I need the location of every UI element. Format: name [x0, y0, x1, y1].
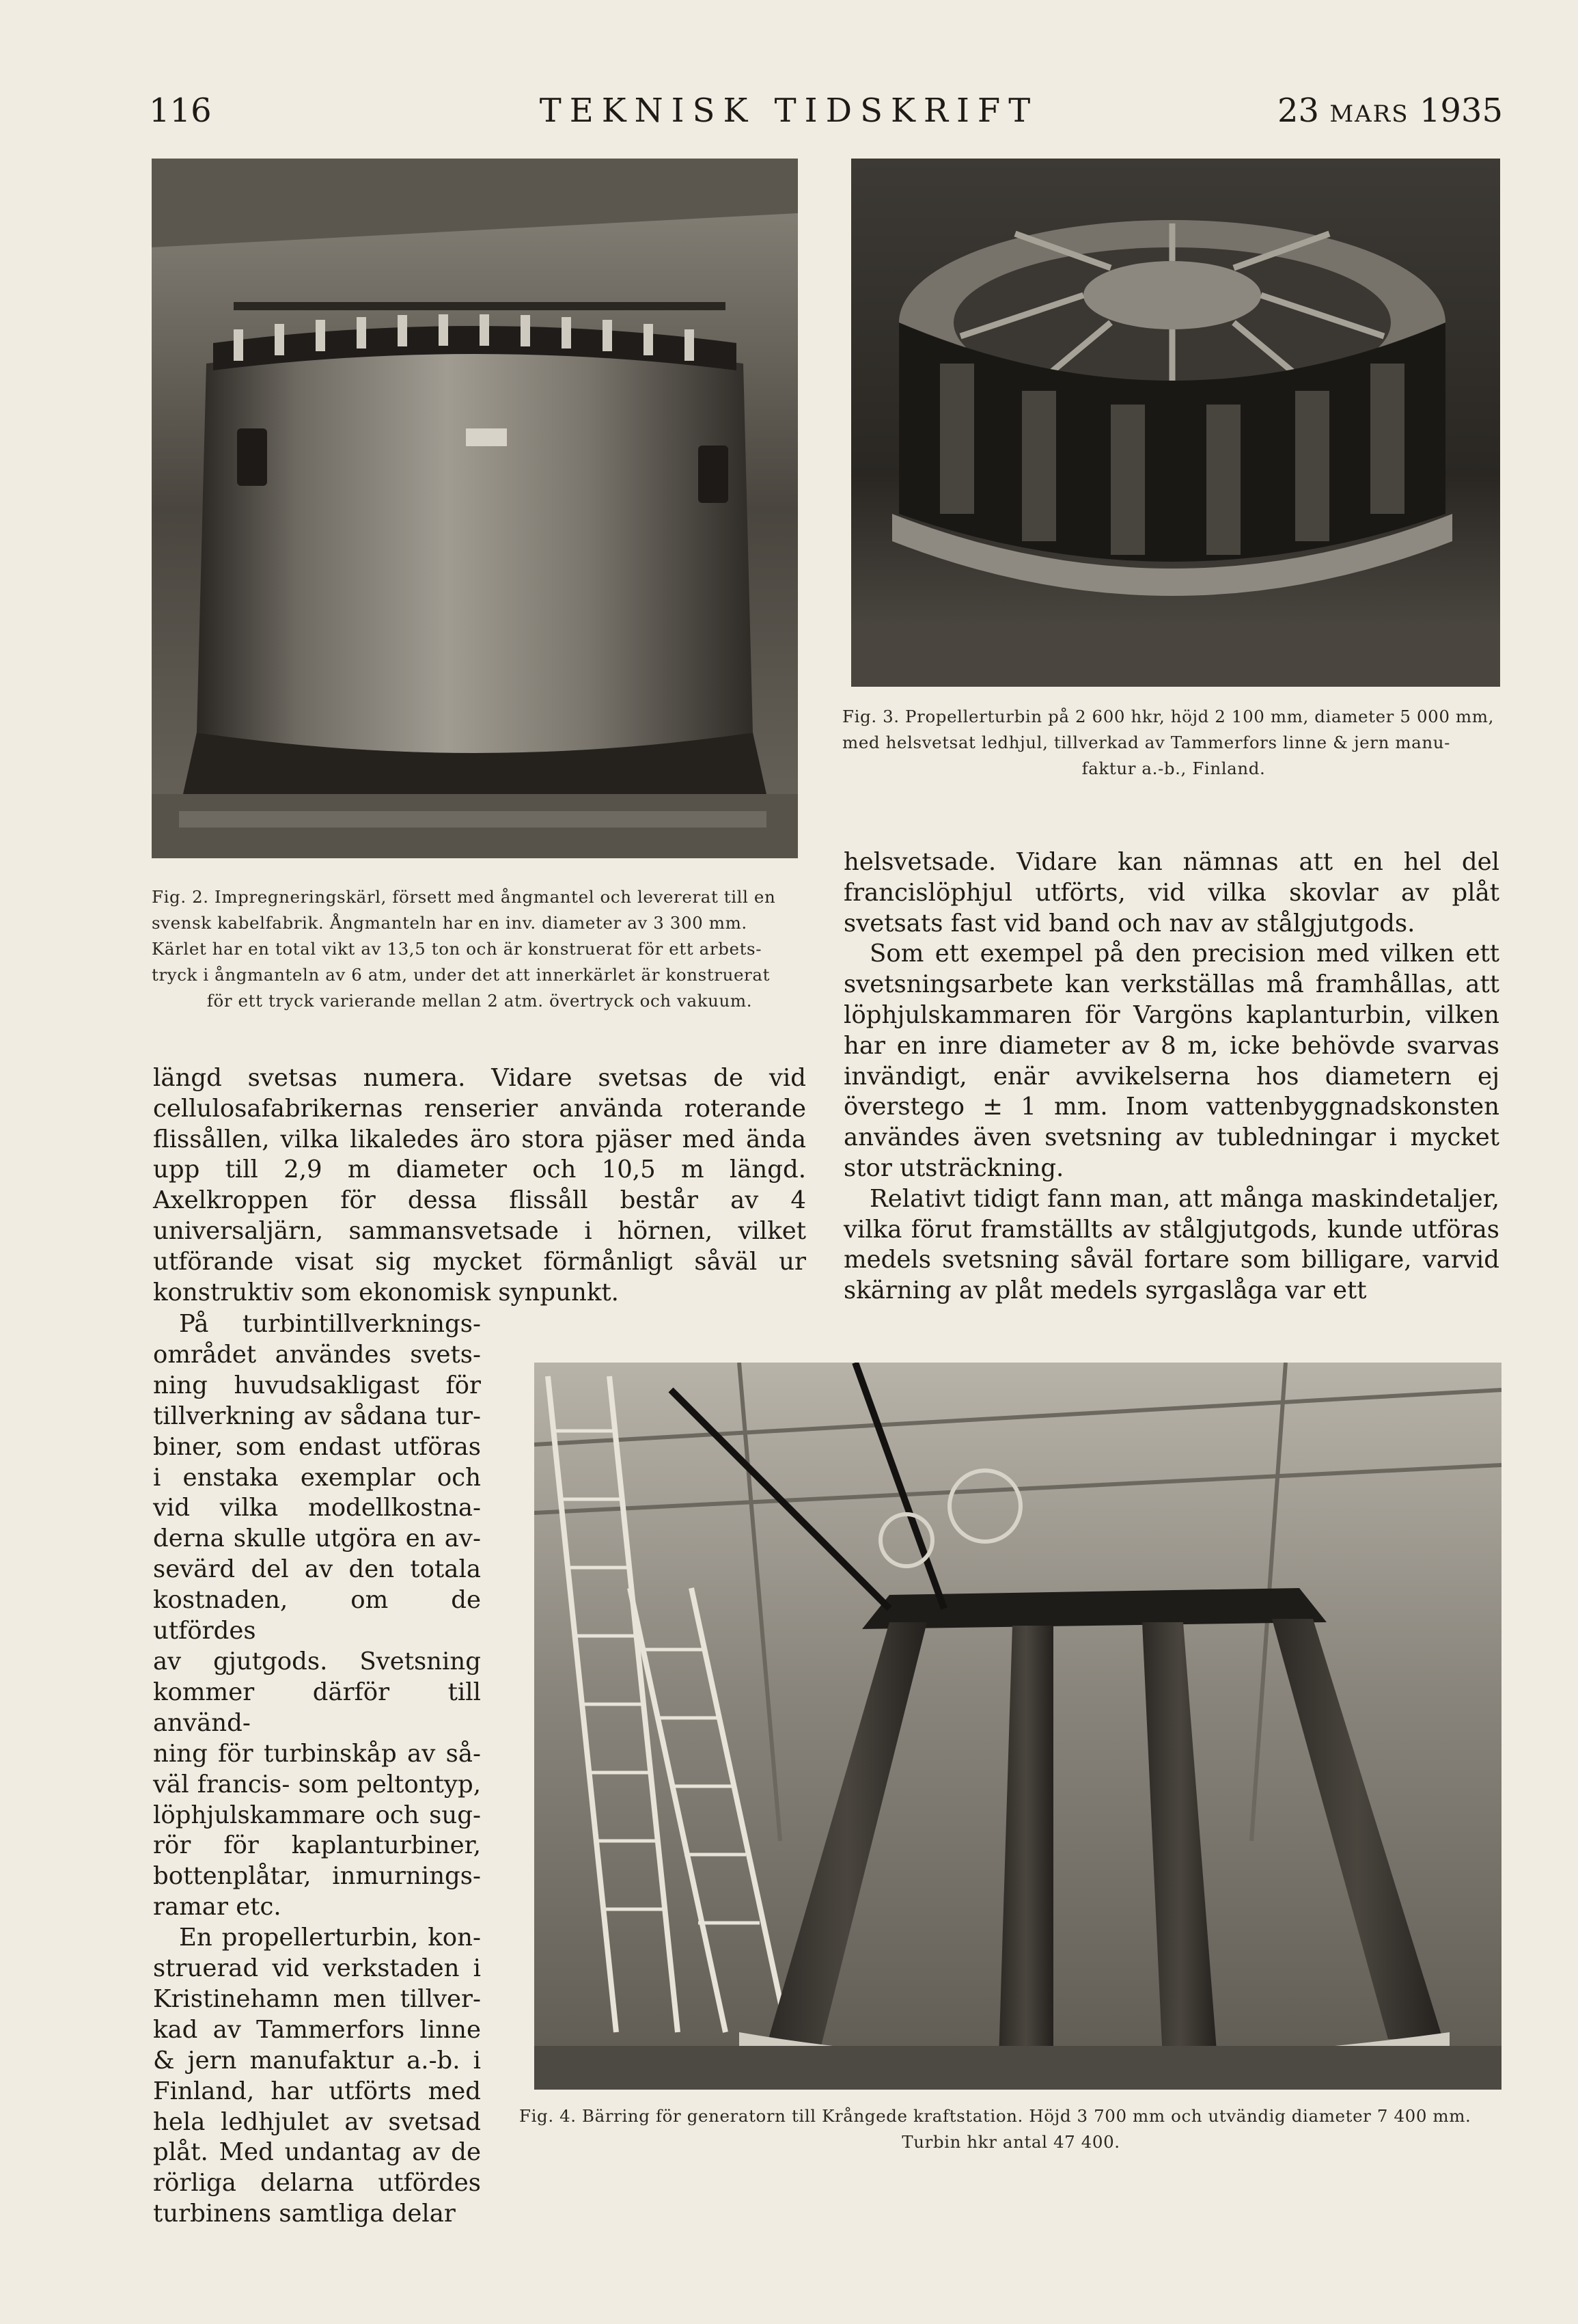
caption-line: för ett tryck varierande mellan 2 atm. övertryck och vakuum.	[206, 991, 753, 1011]
caption-line: Kärlet har en total vikt av 13,5 ton och är konstruerat för ett arbets-	[152, 939, 762, 959]
text-line: biner, som endast utföras	[153, 1432, 481, 1461]
text-line: tillverkning av sådana tur-	[153, 1402, 481, 1430]
left-column-narrow	[153, 1309, 481, 2230]
caption-line: Turbin hkr antal 47 400.	[902, 2132, 1120, 2152]
fig3-caption	[842, 704, 1505, 782]
right-paragraph-3: Relativt tidigt fann man, att många maskindetaljer, vilka förut framställts av stålgjutgods, kunde utföras medels svetsning såväl fortare som billigare, varvid skärning av plåt medels syrgaslåga var ett	[844, 1184, 1499, 1305]
issue-date-year: 1935	[1419, 92, 1503, 130]
text-line: vid vilka modellkostna-	[153, 1494, 481, 1522]
fig3-photo	[851, 159, 1500, 687]
text-line: löphjulskammare och sug-	[153, 1801, 481, 1829]
fig2-caption	[152, 884, 807, 1014]
text-line: kad av Tammerfors linne	[153, 2015, 481, 2044]
left-paragraph-2	[153, 1309, 481, 1923]
text-line: området användes svets-	[153, 1340, 481, 1369]
text-line: På turbintillverknings-	[179, 1310, 481, 1338]
text-line: ning huvudsakligast för	[153, 1371, 481, 1399]
issue-date-month: MARS	[1329, 100, 1409, 128]
issue-date-day: 23	[1277, 92, 1320, 130]
text-line: struerad vid verkstaden i	[153, 1954, 481, 1983]
issue-date	[1277, 92, 1503, 130]
text-line: turbinens samtliga delar	[153, 2200, 456, 2228]
text-line: rör för kaplanturbiner,	[153, 1831, 481, 1860]
page-number: 116	[149, 92, 212, 130]
text-line: plåt. Med undantag av de	[153, 2138, 481, 2167]
text-line: hela ledhjulet av svetsad	[153, 2107, 481, 2136]
text-line: & jern manufaktur a.-b. i	[153, 2046, 481, 2075]
right-column	[844, 847, 1499, 1307]
text-line: väl francis- som peltontyp,	[153, 1770, 481, 1799]
text-line: kommer därför till använd-	[153, 1678, 481, 1737]
text-line: ramar etc.	[153, 1893, 281, 1922]
caption-line: Fig. 2. Impregneringskärl, försett med ångmantel och levererat till en	[152, 887, 776, 907]
caption-line: Fig. 3. Propellerturbin på 2 600 hkr, höjd 2 100 mm, diameter 5 000 mm,	[842, 707, 1494, 726]
text-line: av gjutgods. Svetsning	[153, 1647, 481, 1676]
text-line: En propellerturbin, kon-	[179, 1924, 481, 1952]
left-paragraph-3	[153, 1923, 481, 2230]
text-line: Finland, har utförts med	[153, 2077, 481, 2105]
text-line: rörliga delarna utfördes	[153, 2169, 481, 2198]
left-column-top	[153, 1063, 806, 1308]
text-line: bottenplåtar, inmurnings-	[153, 1862, 481, 1891]
caption-line: Fig. 4. Bärring för generatorn till Krångede kraftstation. Höjd 3 700 mm och utvändig diameter 7 400 mm.	[519, 2106, 1471, 2126]
text-line: Kristinehamn men tillver-	[153, 1984, 481, 2013]
text-line: ning för turbinskåp av så-	[153, 1739, 481, 1768]
caption-line: faktur a.-b., Finland.	[1081, 758, 1266, 778]
caption-line: tryck i ångmanteln av 6 atm, under det att innerkärlet är konstruerat	[152, 965, 771, 985]
caption-line: svensk kabelfabrik. Ångmanteln har en inv. diameter av 3 300 mm.	[152, 913, 747, 933]
journal-title: TEKNISK TIDSKRIFT	[539, 92, 1039, 130]
right-paragraph-2: Som ett exempel på den precision med vilken ett svetsningsarbete kan verkställas må framhållas, att löphjulskammaren för Vargöns kaplanturbin, vilken har en inre diameter av 8 m, icke behövde svarvas invändigt, enär avvikelserna hos diametern ej överstego ± 1 mm. Inom vattenbyggnadskonsten användes även svetsning av tubledningar i mycket stor utsträckning.	[844, 940, 1499, 1182]
text-line: sevärd del av den totala	[153, 1555, 481, 1584]
right-paragraph-1: helsvetsade. Vidare kan nämnas att en hel del francislöphjul utförts, vid vilka skovlar av plåt svetsats fast vid band och nav av stålgjutgods.	[844, 848, 1499, 938]
text-line: derna skulle utgöra en av-	[153, 1525, 481, 1553]
left-paragraph-1: längd svetsas numera. Vidare svetsas de vid cellulosafabrikernas renserier använda roterande flissållen, vilka likaledes äro stora pjäser med ända upp till 2,9 m diameter och 10,5 m längd. Axelkroppen för dessa flissåll består av 4 universaljärn, sammansvetsade i hörnen, vilket utförande visat sig mycket förmånligt såväl ur konstruktiv som ekonomisk synpunkt.	[153, 1064, 806, 1307]
caption-line: med helsvetsat ledhjul, tillverkad av Tammerfors linne & jern manu-	[842, 733, 1451, 752]
text-line: kostnaden, om de utfördes	[153, 1586, 481, 1645]
text-line: i enstaka exemplar och	[153, 1463, 481, 1492]
fig2-photo	[152, 159, 798, 858]
fig4-photo	[534, 1363, 1501, 2090]
fig4-caption	[519, 2103, 1503, 2155]
